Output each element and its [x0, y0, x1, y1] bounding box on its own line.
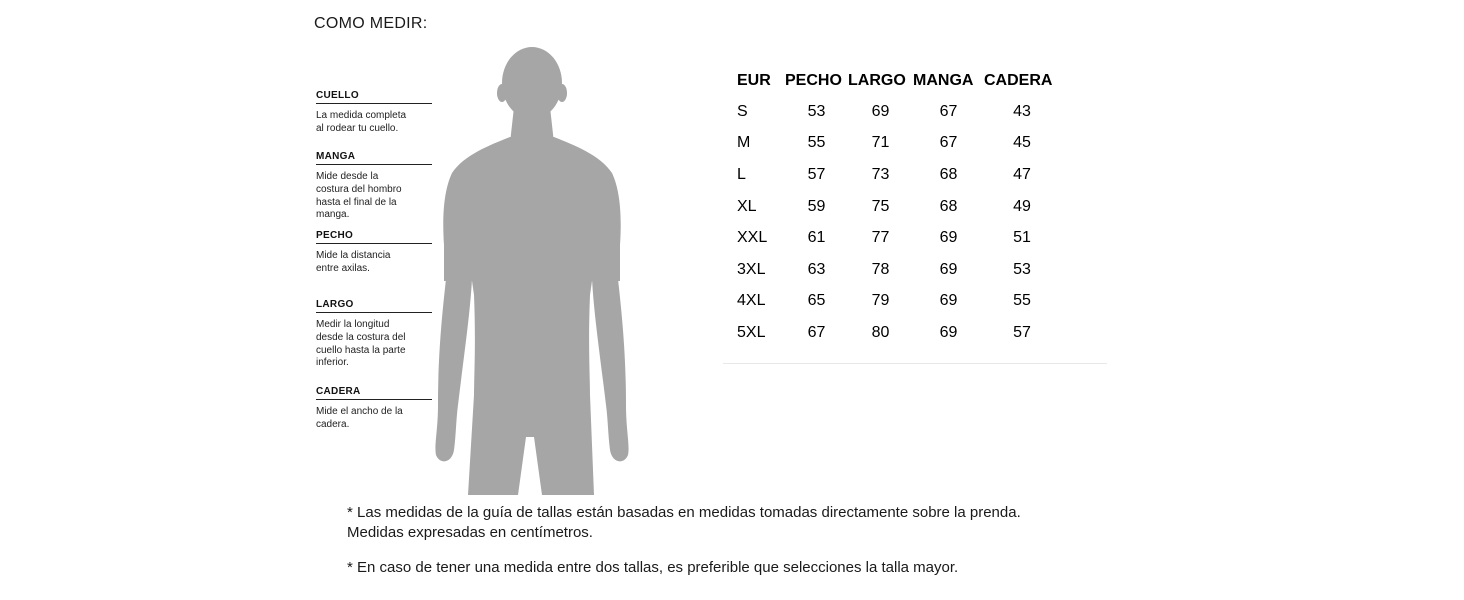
guide-description: La medida completa al rodear tu cuello.: [316, 110, 407, 134]
pecho-cell: 53: [807, 102, 826, 120]
table-row: [737, 317, 1060, 349]
body-silhouette-icon: [430, 45, 630, 495]
size-cell: XXL: [737, 229, 768, 247]
cadera-cell: 47: [1013, 165, 1031, 183]
pecho-cell: 67: [807, 323, 826, 341]
table-row: [737, 286, 1060, 318]
size-cell: 5XL: [737, 323, 766, 341]
pecho-cell: 61: [807, 229, 826, 247]
guide-item-manga: [316, 151, 432, 222]
guide-heading: PECHO: [316, 230, 432, 244]
manga-cell: 69: [939, 229, 958, 247]
guide-item-pecho: [316, 230, 432, 276]
header-pecho: PECHO: [785, 72, 842, 89]
guide-item-cadera: [316, 386, 432, 432]
cadera-cell: 55: [1013, 292, 1031, 310]
size-cell: L: [737, 165, 746, 183]
manga-cell: 68: [939, 197, 958, 215]
size-cell: XL: [737, 197, 757, 215]
header-manga: MANGA: [913, 72, 974, 89]
table-row: [737, 96, 1060, 128]
page-title: COMO MEDIR:: [314, 15, 428, 32]
table-divider: [723, 363, 1107, 364]
largo-cell: 69: [871, 102, 890, 120]
manga-cell: 67: [939, 102, 958, 120]
header-largo: LARGO: [848, 72, 906, 89]
cadera-cell: 57: [1013, 323, 1031, 341]
guide-description: Mide desde la costura del hombro hasta el final de la manga.: [316, 171, 402, 221]
cadera-cell: 49: [1013, 197, 1031, 215]
manga-cell: 67: [939, 134, 958, 152]
cadera-cell: 45: [1013, 134, 1031, 152]
footnote-line: Medidas expresadas en centímetros.: [347, 523, 593, 541]
guide-heading: MANGA: [316, 151, 432, 165]
largo-cell: 71: [871, 134, 890, 152]
cadera-cell: 51: [1013, 229, 1031, 247]
table-row: [737, 159, 1060, 191]
cadera-cell: 53: [1013, 260, 1031, 278]
guide-description: Mide la distancia entre axilas.: [316, 250, 391, 274]
manga-cell: 69: [939, 323, 958, 341]
guide-description: Medir la longitud desde la costura del cuello hasta la parte inferior.: [316, 319, 406, 369]
footnote-line: * Las medidas de la guía de tallas están basadas en medidas tomadas directamente sobre la prenda.: [347, 504, 1021, 521]
table-row: [737, 191, 1060, 223]
footnotes: [347, 503, 1021, 578]
manga-cell: 68: [939, 165, 958, 183]
table-header-row: [737, 70, 1060, 96]
largo-cell: 78: [871, 260, 890, 278]
guide-item-cuello: [316, 90, 432, 136]
manga-cell: 69: [939, 260, 958, 278]
guide-item-largo: [316, 299, 432, 370]
pecho-cell: 63: [807, 260, 826, 278]
size-cell: 4XL: [737, 292, 766, 310]
cadera-cell: 43: [1013, 102, 1031, 120]
guide-description: Mide el ancho de la cadera.: [316, 406, 403, 430]
guide-heading: LARGO: [316, 299, 432, 313]
table-row: [737, 128, 1060, 160]
largo-cell: 79: [871, 292, 890, 310]
pecho-cell: 55: [807, 134, 826, 152]
header-cadera: CADERA: [984, 72, 1053, 89]
footnote-line: * En caso de tener una medida entre dos tallas, es preferible que selecciones la talla mayor.: [347, 559, 959, 576]
largo-cell: 75: [871, 197, 890, 215]
largo-cell: 77: [871, 229, 890, 247]
size-table: [737, 70, 1060, 349]
guide-heading: CADERA: [316, 386, 432, 400]
size-cell: 3XL: [737, 260, 766, 278]
table-row: [737, 222, 1060, 254]
largo-cell: 80: [871, 323, 890, 341]
table-row: [737, 254, 1060, 286]
header-eur: EUR: [737, 72, 771, 89]
pecho-cell: 57: [807, 165, 826, 183]
pecho-cell: 65: [807, 292, 826, 310]
pecho-cell: 59: [807, 197, 826, 215]
size-cell: M: [737, 134, 751, 152]
largo-cell: 73: [871, 165, 890, 183]
guide-heading: CUELLO: [316, 90, 432, 104]
manga-cell: 69: [939, 292, 958, 310]
size-cell: S: [737, 102, 748, 120]
